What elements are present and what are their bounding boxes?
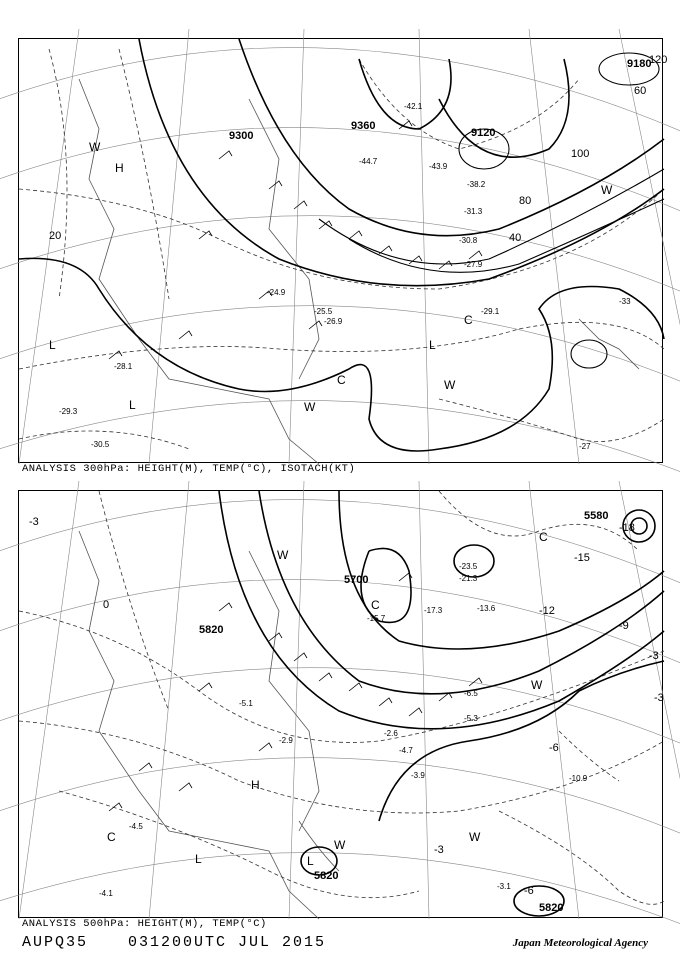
warm-center-label: W <box>601 183 613 197</box>
isotach-label: 20 <box>49 230 62 242</box>
isotherm-label: 0 <box>103 599 110 611</box>
warm-center-label: W <box>304 400 316 414</box>
isotherm-label: -3 <box>29 516 39 528</box>
isotherm-label: -12 <box>539 605 555 617</box>
height-label: 9180 <box>627 58 652 70</box>
cold-center-label: C <box>464 313 473 327</box>
height-label: 5820 <box>314 870 339 882</box>
low-center-label: L <box>129 398 136 412</box>
temp-value: -43.9 <box>429 162 448 171</box>
height-label: 5820 <box>199 624 224 636</box>
isotherm-label: -3 <box>654 692 664 704</box>
low-center-label: L <box>195 852 202 866</box>
chart-500hpa <box>18 490 663 918</box>
isotach-contours-300 <box>319 53 664 368</box>
isotherms-300 <box>19 49 664 449</box>
temp-value: -3.9 <box>411 771 425 780</box>
temp-value: -10.9 <box>569 774 588 783</box>
low-center-label: L <box>307 854 314 868</box>
height-label: 9360 <box>351 120 376 132</box>
temp-value: -44.7 <box>359 157 378 166</box>
temp-value: -30.5 <box>91 440 110 449</box>
temp-value: -26.9 <box>324 317 343 326</box>
temp-value: -42.1 <box>404 102 423 111</box>
isotach-label: 60 <box>634 85 647 97</box>
isotherm-label: -3 <box>649 650 659 662</box>
temp-value: -5.3 <box>464 714 478 723</box>
caption-300hpa: ANALYSIS 300hPa: HEIGHT(M), TEMP(°C), ISOTACH(KT) <box>22 463 356 475</box>
chart-code: AUPQ35 <box>22 934 89 951</box>
temp-value: -4.1 <box>99 889 113 898</box>
temperature-values-300 <box>59 102 631 451</box>
temp-value: -21.3 <box>459 574 478 583</box>
cold-center-label: C <box>337 373 346 387</box>
temp-value: -31.3 <box>464 207 483 216</box>
isotherm-label: -3 <box>434 844 444 856</box>
warm-center-label: W <box>469 830 481 844</box>
isotach-label: 100 <box>571 148 590 160</box>
isotherm-label: -6 <box>549 742 559 754</box>
warm-center-label: W <box>277 548 289 562</box>
caption-500hpa: ANALYSIS 500hPa: HEIGHT(M), TEMP(°C) <box>22 918 267 930</box>
low-center-label: L <box>429 338 436 352</box>
agency-name: Japan Meteorological Agency <box>512 937 648 949</box>
temp-value: -33 <box>619 297 631 306</box>
low-center-label: L <box>49 338 56 352</box>
center-labels-500 <box>107 530 548 868</box>
temp-value: -27.9 <box>464 260 483 269</box>
isotach-label: 120 <box>649 54 668 66</box>
height-label: 9120 <box>471 127 496 139</box>
temp-value: -38.2 <box>467 180 486 189</box>
warm-center-label: W <box>444 378 456 392</box>
warm-center-label: W <box>334 838 346 852</box>
height-contours-300 <box>19 39 664 451</box>
isotherm-label: -9 <box>619 620 629 632</box>
map-500hpa <box>19 491 664 919</box>
temp-value: -15.7 <box>367 614 386 623</box>
isotach-label: 80 <box>519 195 532 207</box>
temp-value: -30.8 <box>459 236 478 245</box>
isotach-label: 40 <box>509 232 522 244</box>
height-labels-500 <box>199 510 608 914</box>
high-center-label: H <box>251 778 260 792</box>
graticule-300 <box>0 29 680 479</box>
isotherm-label: -15 <box>574 552 590 564</box>
temp-value: -5.1 <box>239 699 253 708</box>
map-300hpa <box>19 39 668 464</box>
isotherm-label: -6 <box>524 885 534 897</box>
temp-value: -4.7 <box>399 746 413 755</box>
temp-value: -13.6 <box>477 604 496 613</box>
chart-valid-time: 031200UTC JUL 2015 <box>128 934 327 951</box>
temp-value: -2.9 <box>279 736 293 745</box>
high-center-label: H <box>115 161 124 175</box>
temp-value: -24.9 <box>267 288 286 297</box>
height-label: 5700 <box>344 574 369 586</box>
coastline-300 <box>79 79 639 464</box>
warm-center-label: W <box>531 678 543 692</box>
isotherm-label: -18 <box>619 522 635 534</box>
height-label: 5580 <box>584 510 609 522</box>
cold-center-label: C <box>539 530 548 544</box>
temp-value: -29.3 <box>59 407 78 416</box>
height-label: 5820 <box>539 902 564 914</box>
temp-value: -28.1 <box>114 362 133 371</box>
temp-value: -17.3 <box>424 606 443 615</box>
temp-value: -3.1 <box>497 882 511 891</box>
temp-value: -4.5 <box>129 822 143 831</box>
temp-value: -2.6 <box>384 729 398 738</box>
height-label: 9300 <box>229 130 254 142</box>
cold-center-label: C <box>371 598 380 612</box>
temp-value: -29.1 <box>481 307 500 316</box>
temp-value: -6.5 <box>464 689 478 698</box>
temp-value: -25.5 <box>314 307 333 316</box>
chart-300hpa <box>18 38 668 463</box>
temp-value: -23.5 <box>459 562 478 571</box>
cold-center-label: C <box>107 830 116 844</box>
graticule-500 <box>0 481 680 931</box>
warm-center-label: W <box>89 140 101 154</box>
isotach-labels-300 <box>49 54 667 244</box>
temp-value: -27 <box>579 442 591 451</box>
center-labels-300 <box>49 140 613 414</box>
